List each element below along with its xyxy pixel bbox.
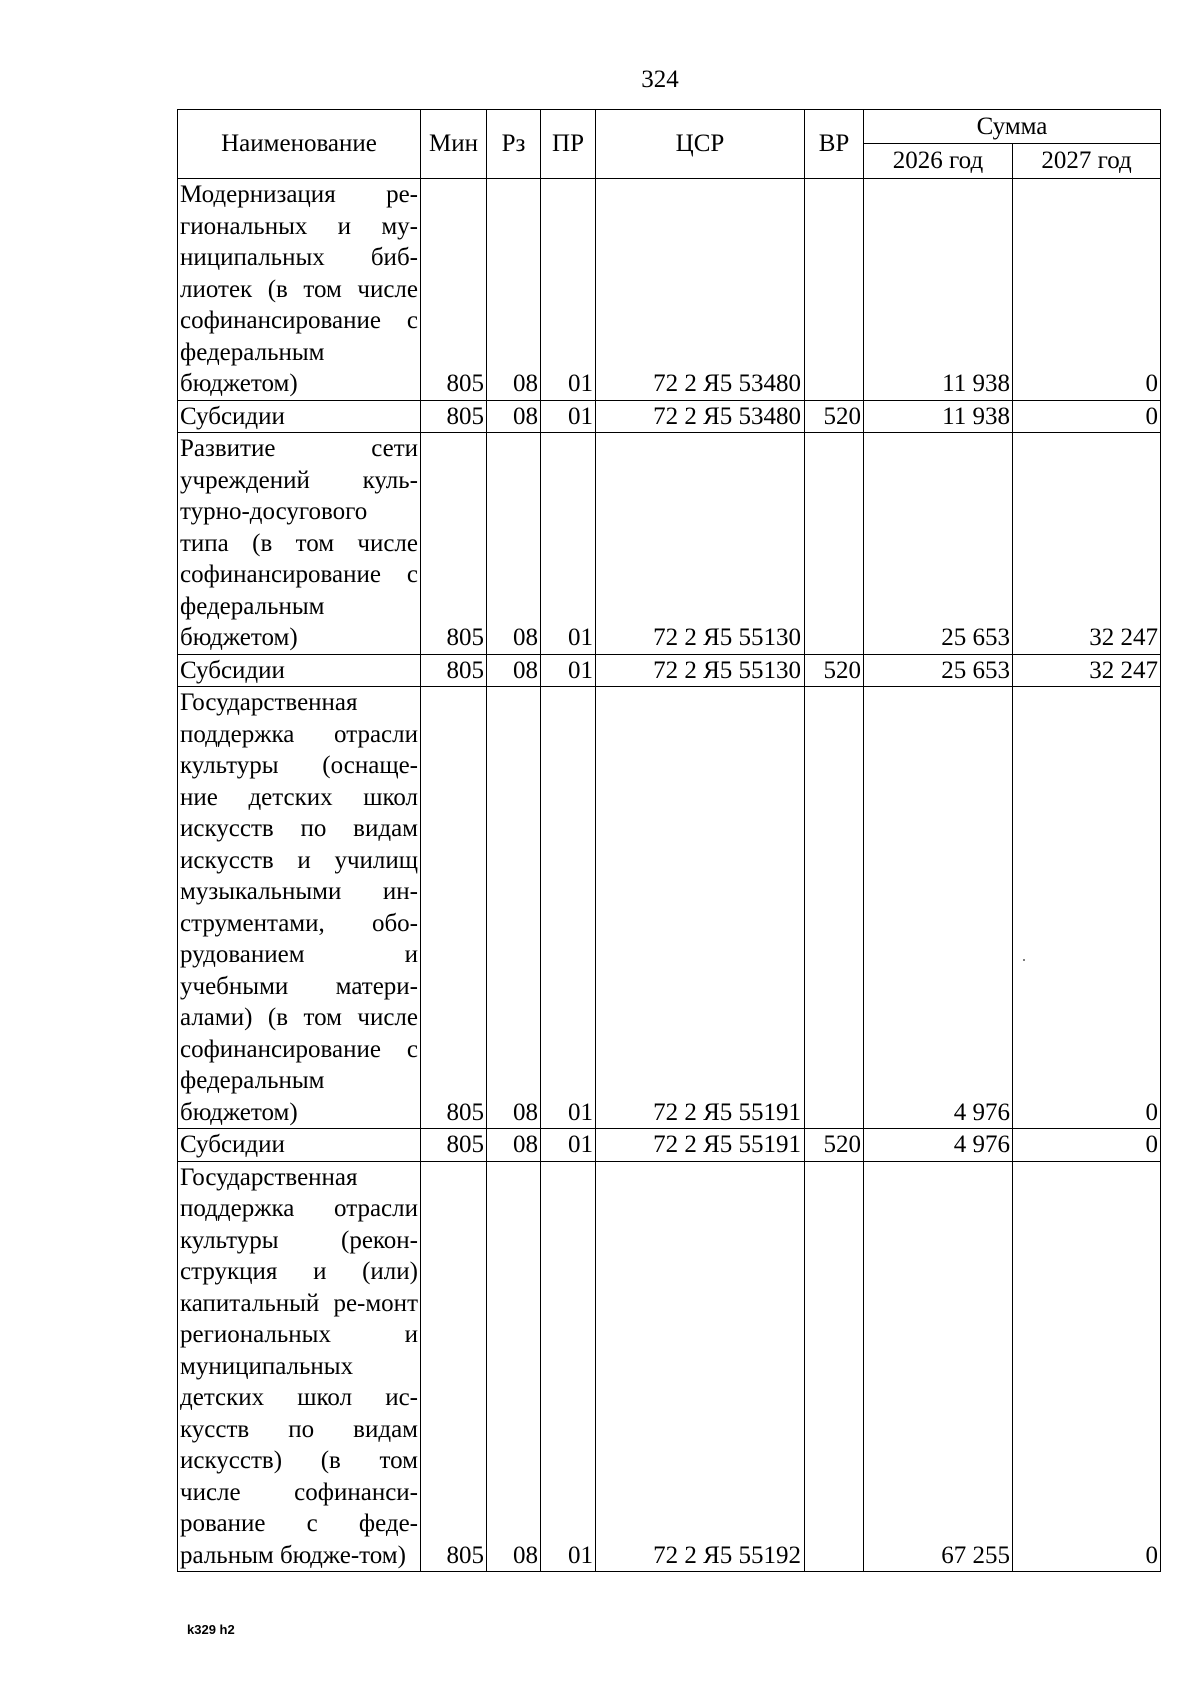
row-min: 805 (421, 1129, 487, 1162)
row-name: Модернизация ре-гиональных и му-ниципальных биб-лиотек (в том числе софинансирование с федеральным бюджетом) (178, 179, 421, 401)
header-year-2027: 2027 год (1013, 144, 1161, 179)
row-rz: 08 (487, 400, 541, 433)
table-row (178, 1129, 1161, 1162)
table-row (178, 400, 1161, 433)
row-csr: 72 2 Я5 55191 (596, 687, 805, 1129)
header-year-2026: 2026 год (864, 144, 1013, 179)
row-amount-2026: 4 976 (864, 1129, 1013, 1162)
row-name: Субсидии (178, 400, 421, 433)
row-rz: 08 (487, 179, 541, 401)
row-vr: 520 (805, 400, 864, 433)
scan-speck (1023, 959, 1025, 961)
row-amount-2027: 32 247 (1013, 654, 1161, 687)
row-name: Субсидии (178, 1129, 421, 1162)
row-amount-2027: 0 (1013, 1129, 1161, 1162)
row-csr: 72 2 Я5 53480 (596, 179, 805, 401)
table-row (178, 433, 1161, 655)
row-pr: 01 (541, 400, 596, 433)
row-csr: 72 2 Я5 55191 (596, 1129, 805, 1162)
row-rz: 08 (487, 1129, 541, 1162)
header-sum: Сумма (864, 110, 1161, 144)
row-csr: 72 2 Я5 55130 (596, 654, 805, 687)
row-vr: 520 (805, 1129, 864, 1162)
row-csr: 72 2 Я5 55192 (596, 1161, 805, 1572)
header-rz: Рз (487, 110, 541, 179)
row-pr: 01 (541, 1161, 596, 1572)
row-pr: 01 (541, 179, 596, 401)
page-number: 324 (641, 66, 679, 93)
row-pr: 01 (541, 1129, 596, 1162)
row-vr (805, 1161, 864, 1572)
row-min: 805 (421, 400, 487, 433)
row-csr: 72 2 Я5 53480 (596, 400, 805, 433)
row-pr: 01 (541, 687, 596, 1129)
row-rz: 08 (487, 654, 541, 687)
table-row (178, 1161, 1161, 1572)
row-vr (805, 687, 864, 1129)
row-vr (805, 433, 864, 655)
table-row (178, 654, 1161, 687)
row-csr: 72 2 Я5 55130 (596, 433, 805, 655)
row-pr: 01 (541, 433, 596, 655)
row-name: Развитие сети учреждений куль-турно-досугового типа (в том числе софинансирование с федеральным бюджетом) (178, 433, 421, 655)
header-min: Мин (421, 110, 487, 179)
row-amount-2027: 0 (1013, 1161, 1161, 1572)
budget-table (177, 109, 1161, 1572)
row-amount-2027: 0 (1013, 400, 1161, 433)
row-rz: 08 (487, 1161, 541, 1572)
header-name: Наименование (178, 110, 421, 179)
row-amount-2026: 25 653 (864, 433, 1013, 655)
footer-code: k329 h2 (187, 1622, 235, 1637)
header-vr: ВР (805, 110, 864, 179)
row-amount-2026: 67 255 (864, 1161, 1013, 1572)
row-min: 805 (421, 179, 487, 401)
row-amount-2026: 11 938 (864, 400, 1013, 433)
row-amount-2027: 32 247 (1013, 433, 1161, 655)
row-amount-2027: 0 (1013, 179, 1161, 401)
row-amount-2026: 11 938 (864, 179, 1013, 401)
row-min: 805 (421, 654, 487, 687)
row-min: 805 (421, 433, 487, 655)
row-vr (805, 179, 864, 401)
row-min: 805 (421, 1161, 487, 1572)
table-row (178, 179, 1161, 401)
row-min: 805 (421, 687, 487, 1129)
header-pr: ПР (541, 110, 596, 179)
header-csr: ЦСР (596, 110, 805, 179)
row-amount-2027: 0 (1013, 687, 1161, 1129)
row-amount-2026: 4 976 (864, 687, 1013, 1129)
row-name: Государственная поддержка отрасли культуры (оснаще-ние детских школ искусств по видам искусств и училищ музыкальными ин-струментами, обо-рудованием и учебными матери-алами) (в том числе софинансирование с федеральным бюджетом) (178, 687, 421, 1129)
row-name: Государственная поддержка отрасли культуры (рекон-струкция и (или) капитальный ре-монт региональных и муниципальных детских школ ис-кусств по видам искусств) (в том числе софинанси-рование с феде-ральным бюдже-том) (178, 1161, 421, 1572)
row-vr: 520 (805, 654, 864, 687)
row-pr: 01 (541, 654, 596, 687)
row-name: Субсидии (178, 654, 421, 687)
row-amount-2026: 25 653 (864, 654, 1013, 687)
row-rz: 08 (487, 687, 541, 1129)
table-row (178, 687, 1161, 1129)
row-rz: 08 (487, 433, 541, 655)
